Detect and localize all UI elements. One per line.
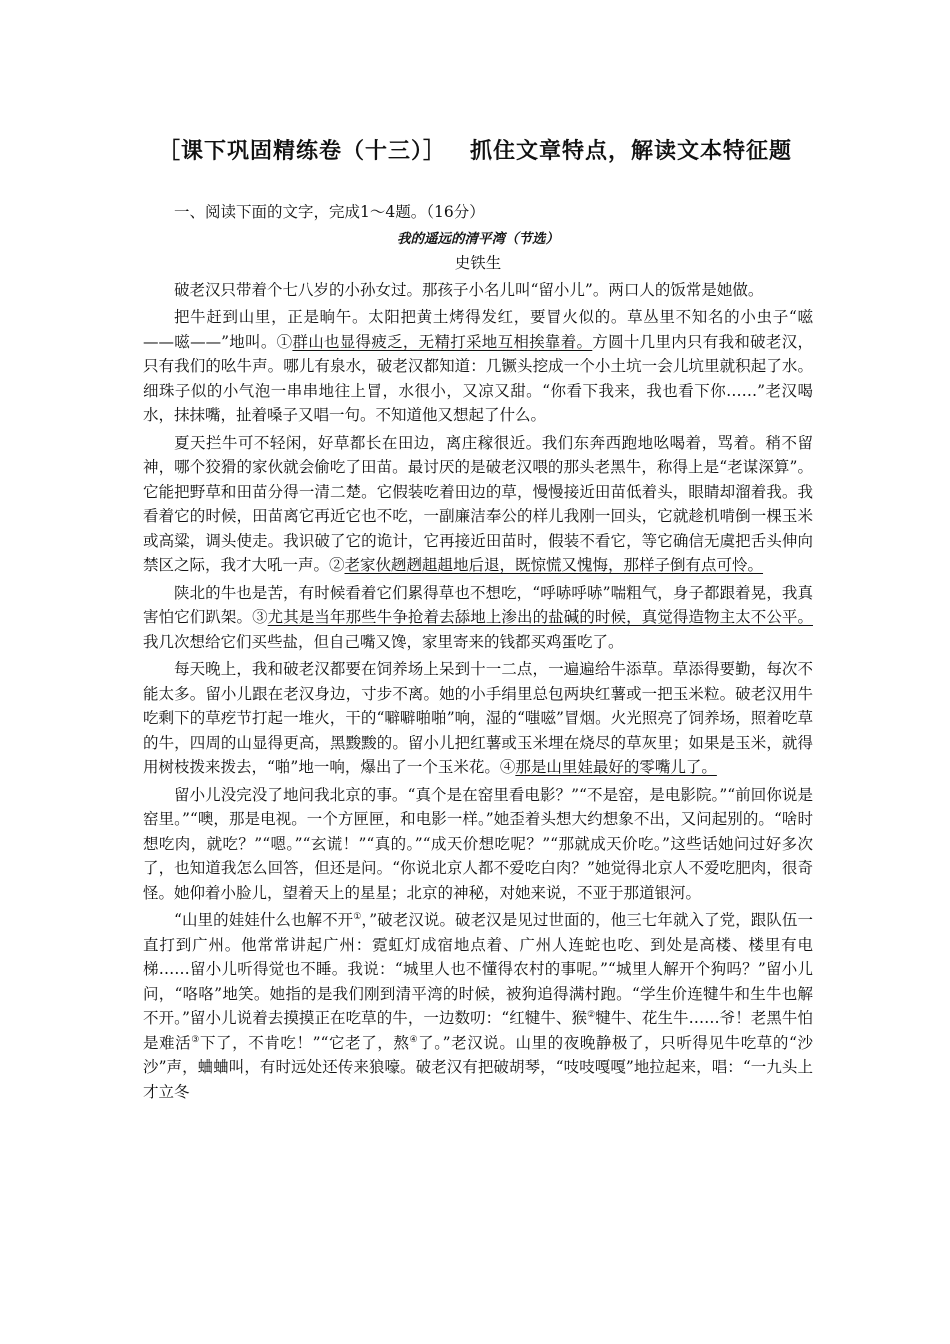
- p7-text-d: 下了，不肯吃！”“它老了，熬: [199, 1033, 410, 1052]
- instruction: [143, 200, 813, 225]
- page-title: [0, 134, 950, 165]
- instruction-text: 一、阅读下面的文字，完成1～4题。（16分）: [174, 203, 485, 221]
- footnote-marker-2: ②: [587, 1009, 596, 1020]
- underlined-sentence-3: 尤其是当年那些牛争抢着去舔地上渗出的盐碱的时候，真觉得造物主太不公平。: [267, 608, 813, 626]
- paragraph-5: [143, 657, 813, 780]
- underlined-sentence-2: 老家伙趔趔趄趄地后退，既惊慌又愧悔，那样子倒有点可怜。: [344, 556, 764, 574]
- p5-text-a: 每天晚上，我和破老汉都要在饲养场上呆到十一二点，一遍遍给牛添草。草添得要勤，每次不能太多。留小儿跟在老汉身边，寸步不离。她的小手绢里总包两块红薯或一把玉米粒。破老汉用牛吃剩下的草疙节打起一堆火，干的“噼噼啪啪”响，湿的“嗤嗞”冒烟。火光照亮了饲养场，照着吃草的牛，四周的山显得更高，黑黢黢的。留小儿把红薯或玉米埋在烧尽的草灰里；如果是玉米，就得用树枝拨来拨去，“啪”地一响，爆出了一个玉米花。④: [143, 660, 813, 776]
- footnote-marker-3: ③: [191, 1034, 200, 1045]
- reading-body: [143, 200, 813, 1107]
- p7-text-e: 了。”老汉说。山里的夜晚静极了，只听得见牛吃草的“沙沙”声，蛐蛐叫，有时远处还传来狼嚎。破老汉有把破胡琴，“吱吱嘎嘎”地拉起来，唱：“一九头上才立冬: [143, 1033, 814, 1101]
- paragraph-6: 留小儿没完没了地问我北京的事。“真个是在窑里看电影？”“不是窑，是电影院。”“前回你说是窑里。”“噢，那是电视。一个方匣匣，和电影一样。”她歪着头想大约想象不出，又问起别的。“啥时想吃肉，就吃？”“嗯。”“玄谎！”“真的。”“成天价想吃呢？”“那就成天价吃。”这些话她问过好多次了，也知道我怎么回答，但还是问。“你说北京人都不爱吃白肉？”她觉得北京人不爱吃肥肉，很奇怪。她仰着小脸儿，望着天上的星星；北京的神秘，对她来说，不亚于那道银河。: [143, 785, 813, 902]
- footnote-marker-4: ④: [409, 1034, 419, 1045]
- footnote-marker-1: ①: [353, 911, 362, 922]
- p7-text-a: “山里的娃娃什么也解不开: [174, 911, 354, 929]
- underlined-sentence-1: 群山也显得疲乏，无精打采地互相挨靠着。: [292, 332, 593, 351]
- paragraph-4: [143, 581, 813, 655]
- paragraph-2: [143, 305, 813, 428]
- passage-title: 我的遥远的清平湾（节选）: [397, 230, 559, 247]
- p7-text-b: ，”破老汉说。破老汉是见过世面的，他三七年就入了党，跟队伍一直打到广州。他常常讲起广州：霓虹灯成宿地点着、广州人连蛇也吃、到处是高楼、楼里有电梯……留小儿听得觉也不睡。我说：“城里人也不懂得农村的事呢。”“城里人解开个狗吗？”留小儿问，“咯咯”地笑。她指的是我们刚到清平湾的时候，被狗追得满村跑。“学生价连犍牛和生牛也解不开。”留小儿说着去摸摸正在吃草的牛，一边数叨：“红犍牛、猴: [143, 911, 813, 1027]
- underlined-sentence-4: 那是山里娃最好的零嘴儿了。: [515, 758, 717, 776]
- title-topic: 抓住文章特点，解读文本特征题: [470, 139, 793, 164]
- p3-text-a: 夏天拦牛可不轻闲，好草都长在田边，离庄稼很近。我们东奔西跑地吆喝着，骂着。稍不留神，哪个狡猾的家伙就会偷吃了田苗。最讨厌的是破老汉喂的那头老黑牛，称得上是“老谋深算”。它能把野草和田苗分得一清二楚。它假装吃着田边的草，慢慢接近田苗低着头，眼睛却溜着我。我看着它的时候，田苗离它再近它也不吃，一副廉洁奉公的样儿我刚一回头，它就趁机啃倒一棵玉米或高粱，调头使走。我识破了它的诡计，它再接近田苗时，假装不看它，等它确信无虞把舌头伸向禁区之际，我才大吼一声。②: [143, 433, 813, 574]
- p2-text-a: 把牛赶到山里，正是晌午。太阳把黄土烤得发红，要冒火似的。草丛里不知名的小虫子“嗞——嗞——”地叫。①: [143, 308, 813, 351]
- p7-text-c: 犍牛、花生牛……爷！老黑牛怕是难活: [143, 1009, 813, 1052]
- p2-text-b: 方圆十几里内只有我和破老汉，只有我们的吆牛声。哪儿有泉水，破老汉都知道：几镢头挖成一个小土坑一会儿坑里就积起了水。细珠子似的小气泡一串串地往上冒，水很小，又凉又甜。“你看下我来，我也看下你……”老汉喝水，抹抹嘴，扯着嗓子又唱一句。不知道他又想起了什么。: [143, 332, 813, 424]
- passage-author: 史铁生: [454, 254, 502, 272]
- paragraph-7: [143, 908, 813, 1104]
- paragraph-1: 破老汉只带着个七八岁的小孙女过。那孩子小名儿叫“留小儿”。两口人的饭常是她做。: [174, 280, 764, 299]
- p4-text-a: 陕北的牛也是苦，有时候看着它们累得草也不想吃，“呼哧呼哧”喘粗气，身子都跟着晃，我真害怕它们趴架。③: [143, 583, 813, 626]
- p4-text-b: 我几次想给它们买些盐，但自己嘴又馋，家里寄来的钱都买鸡蛋吃了。: [143, 632, 624, 651]
- paragraph-3: [143, 431, 813, 578]
- title-section-label: ［课下巩固精练卷（十三）］: [157, 139, 446, 164]
